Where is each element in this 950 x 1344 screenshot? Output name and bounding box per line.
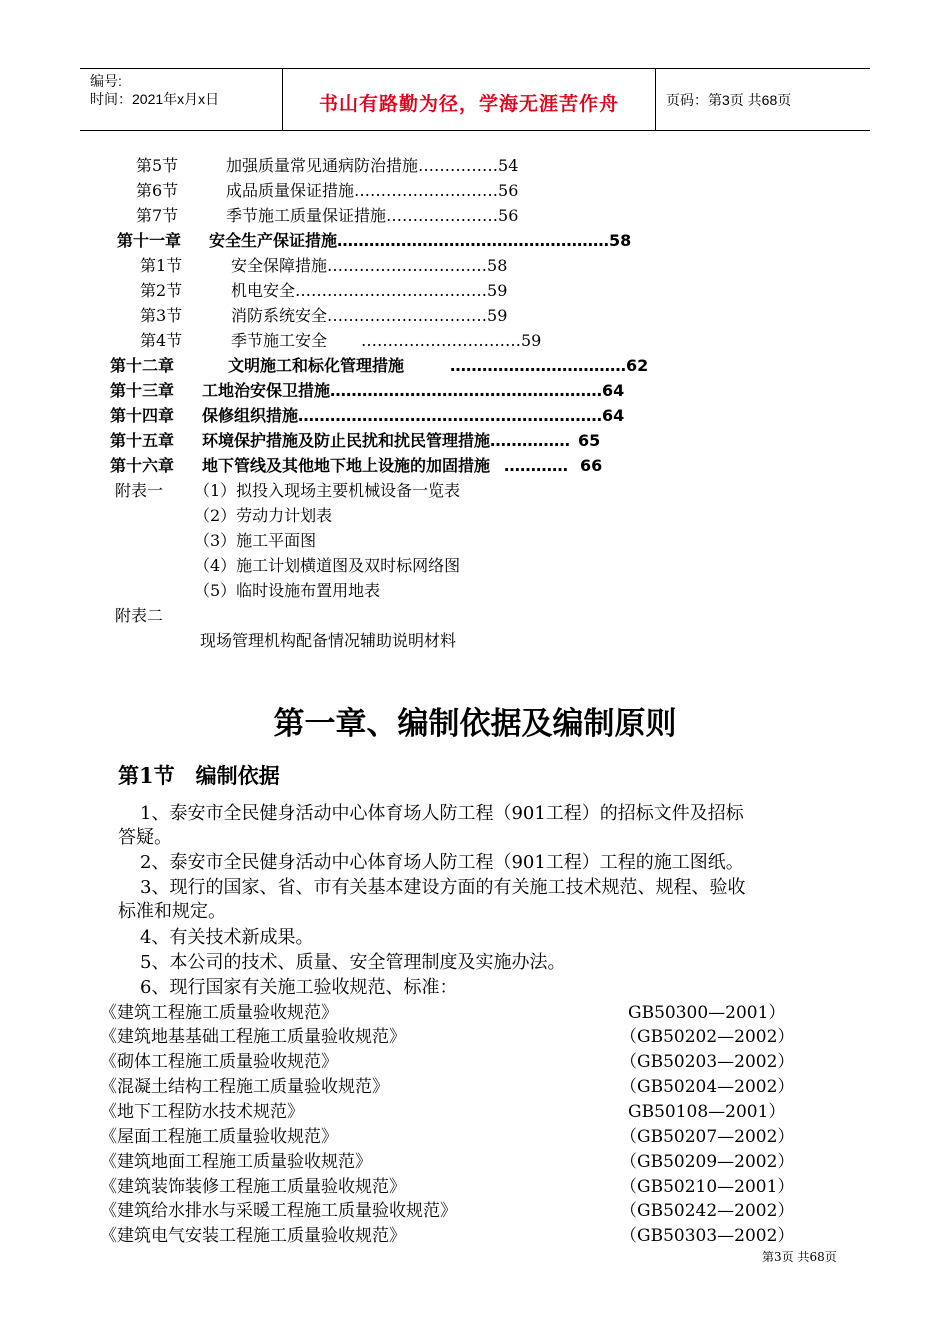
toc-entry-page: 59 [521,331,542,350]
toc-entry [140,256,507,276]
standard-name: 《屋面工程施工质量验收规范》 [100,1127,338,1147]
toc-entry-label: 第十三章 [110,381,175,400]
toc-entry-title: 地下管线及其他地下地上设施的加固措施 [202,456,491,475]
toc-entry-title: 保修组织措施 [202,406,299,425]
toc-entry-leader: ……………………………… [295,281,488,300]
toc-chapter-entry [110,456,602,476]
toc-entry-label: 第4节 [140,331,183,350]
toc-entry-label: 第3节 [140,306,183,325]
header-page-label: 页码：第3页 共68页 [666,92,792,108]
standard-name: 《建筑电气安装工程施工质量验收规范》 [100,1226,406,1246]
toc-entry-page: 56 [498,181,519,200]
chapter-title: 第一章、编制依据及编制原则 [273,706,677,742]
appendix-item: （3）施工平面图 [194,531,317,550]
toc-entry-leader: ……………………… [354,181,499,200]
standard-name: 《地下工程防水技术规范》 [100,1102,304,1122]
toc-entry-page: 59 [487,281,508,300]
toc-entry-page: 65 [578,431,601,450]
header-meta-cell [80,69,283,130]
paragraph-line: 1、泰安市全民健身活动中心体育场人防工程（901工程）的招标文件及招标 [140,803,744,824]
toc-entry [140,281,507,301]
appendix-one-label: 附表一 [115,481,164,500]
toc-entry-label: 第2节 [140,281,183,300]
standard-code: GB50108—2001） [628,1102,786,1122]
appendix-item: （1）拟投入现场主要机械设备一览表 [194,481,461,500]
header-page-cell [656,69,870,130]
paragraph-line: 3、现行的国家、省、市有关基本建设方面的有关施工技术规范、规程、验收 [140,877,746,898]
toc-entry-leader: ………………………… [327,306,488,325]
toc-entry-leader: ………………… [386,206,499,225]
toc-entry-leader: ………… [504,456,569,475]
toc-entry [140,331,541,351]
toc-entry-leader: …………………………… [450,356,626,375]
standard-name: 《建筑地基基础工程施工质量验收规范》 [100,1027,406,1047]
toc-entry-page: 64 [602,406,625,425]
toc-entry-page: 56 [498,206,519,225]
toc-entry-label: 第7节 [136,206,179,225]
toc-entry-leader: …………… [490,431,571,450]
appendix-item: （4）施工计划横道图及双时标网络图 [194,556,461,575]
standard-code: （GB50242—2002） [620,1201,795,1221]
header-motto-cell [283,69,656,130]
toc-entry-leader: ………………………………………………… [298,406,603,425]
toc-entry-page: 59 [487,306,508,325]
header-time-label: 时间：2021年x月x日 [90,91,220,107]
toc-entry-page: 58 [609,231,632,250]
toc-entry-page: 64 [602,381,625,400]
standard-code: （GB50203—2002） [620,1052,795,1072]
toc-entry-label: 第十二章 [110,356,175,375]
header-number-label: 编号: [90,73,122,89]
paragraph-line: 6、现行国家有关施工验收规范、标准： [140,977,458,998]
toc-entry [136,181,518,201]
appendix-item: （2）劳动力计划表 [194,506,333,525]
toc-chapter-entry [110,356,648,376]
toc-entry [140,306,507,326]
paragraph-line: 2、泰安市全民健身活动中心体育场人防工程（901工程）工程的施工图纸。 [140,852,744,873]
toc-entry-title: 工地治安保卫措施 [202,381,331,400]
toc-chapter-entry [110,381,624,401]
paragraph-line: 4、有关技术新成果。 [140,927,314,948]
toc-entry-leader: ………………………… [361,331,521,350]
toc-entry-page: 66 [580,456,603,475]
toc-entry-leader: …………… [418,156,499,175]
section-title: 第1节 编制依据 [118,763,280,788]
toc-entry-title: 安全生产保证措施 [209,231,338,250]
toc-entry-leader: …………………………………………… [337,231,610,250]
toc-entry-label: 第十五章 [110,431,175,450]
standard-name: 《建筑装饰装修工程施工质量验收规范》 [100,1177,406,1197]
page-header [80,68,870,131]
toc-chapter-entry [110,406,624,426]
appendix-two-label: 附表二 [115,606,164,625]
standard-name: 《建筑工程施工质量验收规范》 [100,1003,338,1023]
standard-code: （GB50204—2002） [620,1077,795,1097]
toc-entry-title: 季节施工安全 [231,331,328,350]
standard-code: （GB50202—2002） [620,1027,795,1047]
standard-name: 《建筑地面工程施工质量验收规范》 [100,1152,372,1172]
standard-code: GB50300—2001） [628,1003,786,1023]
standard-name: 《混凝土结构工程施工质量验收规范》 [100,1077,389,1097]
page-footer: 第3页 共68页 [762,1250,837,1264]
toc-chapter-entry [117,231,631,251]
standard-code: （GB50209—2002） [620,1152,795,1172]
toc-entry [136,156,518,176]
toc-entry-title: 环境保护措施及防止民扰和扰民管理措施 [202,431,491,450]
toc-entry-label: 第十六章 [110,456,175,475]
toc-entry-label: 第十四章 [110,406,175,425]
toc-entry-leader: …………………………………………… [330,381,603,400]
toc-entry-title: 季节施工质量保证措施 [226,206,387,225]
paragraph-line: 答疑。 [118,827,172,848]
paragraph-line: 5、本公司的技术、质量、安全管理制度及实施办法。 [140,952,566,973]
toc-entry-page: 62 [626,356,649,375]
toc-entry-page: 54 [498,156,519,175]
toc-entry-label: 第6节 [136,181,179,200]
toc-entry-title: 文明施工和标化管理措施 [228,356,405,375]
appendix-item: 现场管理机构配备情况辅助说明材料 [200,631,457,650]
paragraph-line: 标准和规定。 [118,901,226,922]
standard-code: （GB50207—2002） [620,1127,795,1147]
toc-entry-label: 第5节 [136,156,179,175]
standard-name: 《建筑给水排水与采暖工程施工质量验收规范》 [100,1201,457,1221]
toc-entry-title: 消防系统安全 [231,306,328,325]
toc-entry-label: 第1节 [140,256,183,275]
toc-entry-label: 第十一章 [117,231,182,250]
toc-entry-title: 机电安全 [231,281,296,300]
toc-entry-page: 58 [487,256,508,275]
appendix-item: （5）临时设施布置用地表 [194,581,381,600]
standard-code: （GB50210—2001） [620,1177,795,1197]
standard-name: 《砌体工程施工质量验收规范》 [100,1052,338,1072]
toc-entry [136,206,518,226]
toc-chapter-entry [110,431,600,451]
toc-entry-leader: ………………………… [327,256,488,275]
header-motto: 书山有路勤为径，学海无涯苦作舟 [318,94,619,115]
toc-entry-title: 安全保障措施 [231,256,328,275]
toc-entry-title: 加强质量常见通病防治措施 [226,156,419,175]
toc-entry-title: 成品质量保证措施 [226,181,355,200]
standard-code: （GB50303—2002） [620,1226,795,1246]
